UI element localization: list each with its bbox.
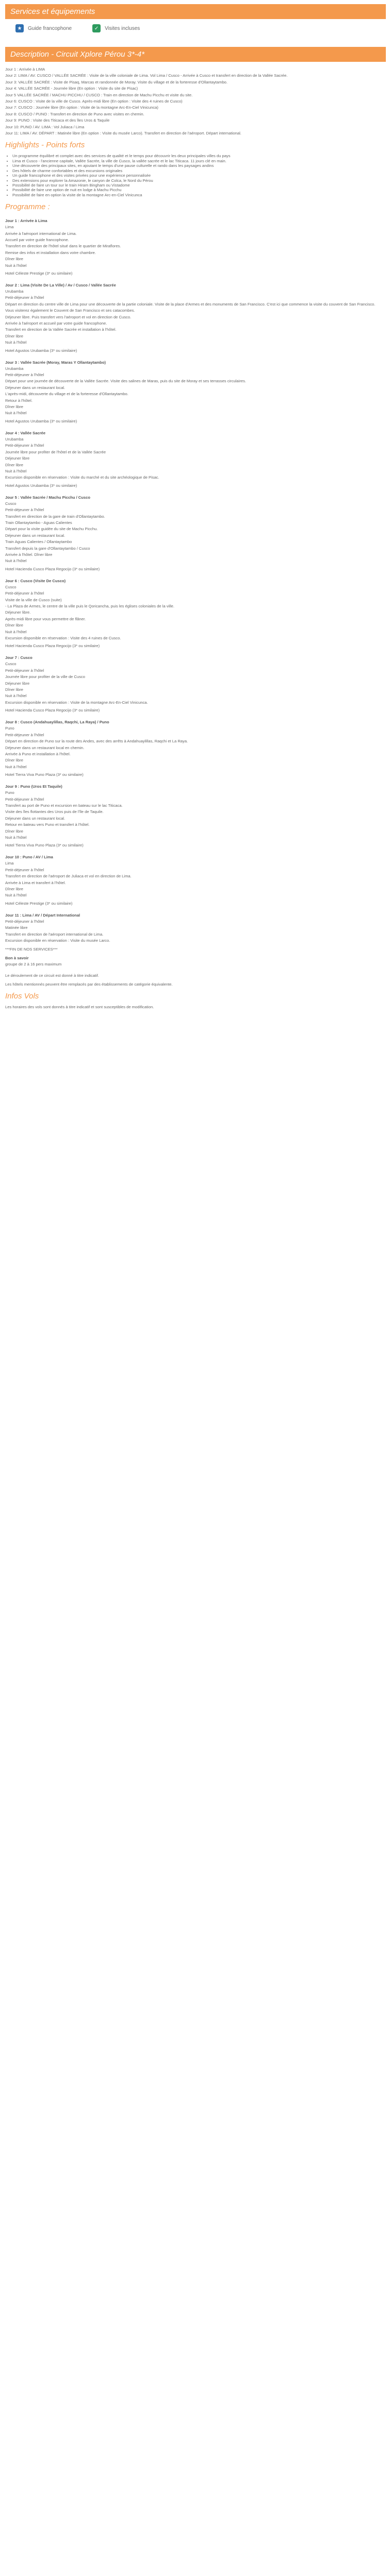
itinerary-summary (5, 67, 386, 135)
program-title: Programme : (5, 202, 50, 212)
highlight-item: • Possibilité de faire un tour sur le train Hiram Bingham ou Vistadome (12, 183, 386, 188)
day-text-line: Excursion disponible en réservation : Visite du marché et du site archéologique de Pisac. (5, 475, 159, 480)
day-text-line: Petit-déjeuner à l'hôtel (5, 919, 44, 924)
day-text-line: Retour en bateau vers Puno et transfert à l'hôtel. (5, 822, 90, 827)
day-text-line: Petit-déjeuner à l'hôtel (5, 732, 44, 737)
day-text-line: Excursion disponible en réservation : Visite des 4 ruines de Cusco. (5, 636, 121, 641)
day-text (5, 662, 386, 705)
day-text (5, 289, 386, 345)
day-block (5, 913, 386, 943)
day-text-line: Transfert en direction de l'aéroport de Juliaca et vol en direction de Lima. (5, 874, 132, 879)
day-text-line: Nuit à l'hôtel (5, 629, 27, 634)
day-hotel: Hotel Agustos Urubamba (3* ou similaire) (5, 418, 77, 423)
services-title: Services et équipements (5, 4, 386, 19)
day-title: Jour 1 : Arrivée à Lima (5, 218, 47, 224)
day-text (5, 585, 386, 641)
visits-icon: ✓ (92, 24, 101, 32)
day-text-line: Dîner libre (5, 758, 24, 763)
day-hotel: Hotel Agustos Urubamba (3* ou similaire) (5, 348, 77, 353)
day-text-line: Excursion disponible en réservation : Visite du musée Larco. (5, 938, 110, 943)
day-hotel: Hotel Agustos Urubamba (3* ou similaire) (5, 483, 77, 488)
day-block (5, 655, 386, 713)
service-label: Guide francophone (28, 25, 72, 31)
day-title: Jour 2 : Lima (Visite De La Ville) / Av / Cusco / Vallée Sacrée (5, 282, 116, 287)
note-line: Les hôtels mentionnés peuvent être remplacés par des établissements de catégorie équivalente. (5, 981, 173, 987)
day-text-line: Déjeuner dans un restaurant local. (5, 533, 66, 538)
day-text-line: Puno (5, 790, 14, 795)
day-text-line: Nuit à l'hôtel (5, 340, 27, 345)
day-text-line: Arrivée à l'aéroport international de Lima. (5, 231, 77, 236)
day-title: Jour 3 : Vallée Sacrée (Moray, Maras Y Ollantaytambo) (5, 360, 106, 365)
day-title: Jour 6 : Cusco (Visite De Cusco) (5, 578, 66, 583)
good-to-know-title: Bon à savoir (5, 956, 29, 961)
summary-line: Jour 8: CUSCO / PUNO : Transfert en direction de Puno avec visites en chemin. (5, 111, 144, 116)
day-text-line: Accueil par votre guide francophone. (5, 237, 69, 242)
day-hotel: Hotel Céleste Prestige (3* ou similaire) (5, 270, 73, 276)
day-text-line: Déjeuner dans un restaurant local. (5, 385, 66, 390)
day-text-line: Visite des îles flottantes des Uros puis de l'île de Taquile. (5, 809, 104, 815)
day-block (5, 218, 386, 276)
summary-line: Jour 6: CUSCO : Visite de la ville de Cusco. Après-midi libre (En option : Visite des 4 ruines de Cusco) (5, 99, 183, 104)
flight-info-text: Les horaires des vols sont donnés à titre indicatif et sont susceptibles de modification. (5, 1005, 154, 1010)
summary-line: Jour 10: PUNO / AV. LIMA : Vol Juliaca / Lima (5, 124, 85, 129)
note-line: Le déroulement de ce circuit est donné à titre indicatif. (5, 973, 99, 978)
page-root (0, 0, 391, 1014)
highlights-list (5, 154, 386, 197)
day-text-line: Déjeuner dans un restaurant local en chemin. (5, 745, 85, 750)
day-text-line: Nuit à l'hôtel (5, 764, 27, 769)
day-text-line: Déjeuner libre. Puis transfert vers l'aéroport et vol en direction de Cusco. (5, 314, 132, 319)
day-text-line: Nuit à l'hôtel (5, 411, 27, 416)
day-text-line: Transfert depuis la gare d'Ollantaytambo / Cusco (5, 546, 90, 551)
day-text-line: Dîner libre (5, 828, 24, 834)
day-hotel: Hotel Tierra Viva Puno Plaza (3* ou similaire) (5, 843, 84, 848)
summary-line: Jour 3: VALLÉE SACRÉE : Visite de Pisaq, Marcas et randonnée de Moray. Visite du village et de la forteresse d'Ollantaytambo. (5, 79, 228, 84)
day-text-line: Nuit à l'hôtel (5, 263, 27, 268)
flight-info-title: Infos Vols (5, 992, 39, 1001)
day-text-line: Après-midi libre pour vous permettre de flâner. (5, 616, 86, 621)
day-text-line: Transfert en direction de l'hôtel situé dans le quartier de Miraflores. (5, 244, 121, 249)
day-title: Jour 5 : Vallée Sacrée / Machu Picchu / Cusco (5, 495, 91, 500)
day-text-line: Visite de la ville de Cusco (suite) (5, 597, 62, 602)
service-item (92, 24, 140, 32)
day-text-line: Dîner libre (5, 687, 24, 692)
day-text-line: Lima (5, 861, 14, 866)
day-title: Jour 10 : Puno / AV / Lima (5, 855, 53, 860)
day-block (5, 431, 386, 488)
day-text-line: Nuit à l'hôtel (5, 558, 27, 564)
day-text-line: Transfert en direction de la gare de train d'Ollantaytambo. (5, 514, 105, 519)
day-text (5, 225, 386, 268)
summary-line: Jour 11: LIMA / AV. DÉPART : Matinée libre (En option : Visite du musée Larco). Transfert en direction de l'aéroport. Départ international. (5, 131, 241, 136)
day-text-line: Excursion disponible en réservation : Visite de la montagne Arc-En-Ciel Vinicunca. (5, 700, 148, 705)
day-text-line: Déjeuner libre (5, 456, 30, 461)
day-text-line: Journée libre pour profiter de l'hôtel et de la Vallée Sacrée (5, 449, 106, 454)
day-title: Jour 11 : Lima / AV / Départ International (5, 912, 80, 918)
summary-line: Jour 1 : Arrivée à LIMA (5, 67, 45, 72)
description-title: Description - Circuit Xplore Pérou 3*-4* (5, 47, 386, 62)
day-title: Jour 7 : Cusco (5, 655, 32, 660)
day-block (5, 784, 386, 848)
day-block (5, 579, 386, 649)
day-text-line: Dîner libre (5, 404, 24, 410)
day-title: Jour 9 : Puno (Uros Et Taquile) (5, 784, 62, 789)
day-text (5, 726, 386, 769)
highlight-item: • Possibilité de faire en option la visite de la montagne Arc-en-Ciel Vinicunca (12, 193, 386, 197)
day-text (5, 919, 386, 943)
day-text-line: - La Plaza de Armes, le centre de la ville puis le Qoricancha, puis les églises coloniales de la ville. (5, 604, 174, 608)
day-text-line: Dîner libre (5, 257, 24, 262)
summary-line: Jour 2: LIMA / AV. CUSCO / VALLÉE SACRÉE : Visite de la ville coloniale de Lima. Vol Lima / Cusco - Arrivée à Cusco et transfert en direction de la Vallée Sacrée. (5, 73, 288, 78)
day-block (5, 720, 386, 777)
summary-line: Jour 5 VALLÉE SACRÉE / MACHU PICCHU / CUSCO : Train en direction de Machu Picchu et visite du site. (5, 92, 193, 97)
day-hotel: Hotel Hacienda Cusco Plaza Regocijo (3* ou similaire) (5, 643, 100, 649)
day-hotel: Hotel Hacienda Cusco Plaza Regocijo (3* ou similaire) (5, 566, 100, 571)
day-text-line: Départ pour une journée de découverte de la Vallée Sacrée. Visite des salines de Maras, puis du site de Moray et ses terrasses circulaires. (5, 379, 246, 384)
day-text-line: Petit-déjeuner à l'hôtel (5, 796, 44, 802)
service-label: Visites incluses (105, 25, 140, 31)
day-text-line: Déjeuner libre (5, 681, 30, 686)
day-text-line: Petit-déjeuner à l'hôtel (5, 507, 44, 513)
highlight-item: • Un programme équilibré et complet avec des services de qualité et le temps pour découvrir les deux principales villes du pays (12, 154, 386, 158)
day-text (5, 861, 386, 897)
day-text-line: Dîner libre (5, 333, 24, 338)
highlight-item: • Des extensions pour explorer la Amazonie, le canyon de Colca, le Nord du Pérou (12, 178, 386, 183)
highlight-item: • Possibilité de faire une option de nuit en lodge à Machu Picchu (12, 188, 386, 192)
day-text-line: Petit-déjeuner à l'hôtel (5, 668, 44, 673)
day-text-line: Puno (5, 726, 14, 731)
day-hotel: Hotel Hacienda Cusco Plaza Regocijo (3* ou similaire) (5, 708, 100, 713)
highlight-item: • Lima et Cusco - l'ancienne capitale, Vallée Sacrée, la ville de Cusco, la vallée sacrée et le lac Titicaca. 11 jours clé en main. (12, 159, 386, 163)
summary-line: Jour 9: PUNO : Visite des Titicaca et des îles Uros & Taquile (5, 118, 110, 123)
day-text-line: Nuit à l'hôtel (5, 468, 27, 473)
day-text-line: Petit-déjeuner à l'hôtel (5, 372, 44, 378)
day-text-line: Petit-déjeuner à l'hôtel (5, 443, 44, 448)
footer-notes (5, 973, 386, 987)
end-separator: ***FIN DE NOS SERVICES*** (5, 947, 58, 952)
group-size: groupe de 2 à 16 pers maximum (5, 962, 62, 967)
day-text-line: Dîner libre (5, 462, 24, 467)
day-title: Jour 8 : Cusco (Andahuaylillas, Raqchi, La Raya) / Puno (5, 720, 109, 725)
day-text-line: Dîner libre (5, 623, 24, 628)
day-text-line: Nuit à l'hôtel (5, 893, 27, 898)
day-text-line: Arrivée à l'hôtel. Dîner libre (5, 552, 53, 557)
day-block (5, 283, 386, 353)
services-list (15, 24, 386, 32)
day-text-line: Déjeuner dans un restaurant local. (5, 816, 66, 821)
day-block (5, 360, 386, 423)
day-text-line: Petit-déjeuner à l'hôtel (5, 867, 44, 872)
highlight-item: • Une découverte des principaux sites, en ajoutant le temps d'une pause culturelle et rando dans les paysages andins (12, 163, 386, 168)
day-text-line: Train Ollantaytambo - Aguas Calientes (5, 520, 72, 525)
day-text-line: Matinée libre (5, 925, 28, 930)
day-text-line: Nuit à l'hôtel (5, 693, 27, 699)
day-hotel: Hotel Céleste Prestige (3* ou similaire) (5, 901, 73, 906)
day-title: Jour 4 : Vallée Sacrée (5, 430, 46, 435)
day-text-line: Transfert au port de Puno et excursion en bateau sur le lac Titicaca. (5, 803, 123, 808)
day-text-line: Cusco (5, 501, 17, 506)
day-text-line: Arrivée à l'aéroport et accueil par votre guide francophone. (5, 321, 107, 326)
day-text-line: Cusco (5, 662, 17, 667)
summary-line: Jour 4: VALLÉE SACRÉE - Journée libre (En option : Visite du site de Pisac) (5, 86, 138, 91)
guide-icon: ★ (15, 24, 24, 32)
day-text-line: Départ en direction du centre ville de Lima pour une découverte de la partie coloniale. Visite de la place d'Armes et des monuments de San Francisco. C'est ici que commence la visite du couvent de San Francisco. (5, 301, 376, 307)
day-text-line: Cusco (5, 584, 17, 589)
day-text-line: Vous visiterez également le Couvent de San Francisco et ses catacombes. (5, 308, 135, 313)
day-text-line: Urubamba (5, 436, 24, 442)
day-text-line: Arrivée à Lima et transfert à l'hôtel. (5, 880, 66, 885)
day-text-line: L'après-midi, découverte du village et de la forteresse d'Ollantaytambo. (5, 392, 128, 397)
day-block (5, 855, 386, 905)
day-text-line: Départ pour la visite guidée du site de Machu Picchu. (5, 527, 98, 532)
highlight-item: • Un guide francophone et des visites privées pour une expérience personnalisée (12, 173, 386, 178)
day-text-line: Remise des infos et installation dans votre chambre. (5, 250, 96, 255)
day-text-line: Retour à l'hôtel. (5, 398, 32, 403)
service-item (15, 24, 72, 32)
day-text-line: Arrivée à Puno et installation à l'hôtel. (5, 751, 71, 756)
day-text-line: Urubamba (5, 289, 24, 294)
day-text-line: Petit-déjeuner à l'hôtel (5, 591, 44, 596)
day-text (5, 366, 386, 416)
day-text-line: Train Aguas Calientes / Ollantaytambo (5, 539, 72, 545)
highlight-item: • Des hôtels de charme confortables et des excursions originales (12, 168, 386, 173)
highlights-title: Highlights - Points forts (5, 141, 85, 150)
day-text-line: Déjeuner libre. (5, 610, 31, 615)
day-text (5, 437, 386, 480)
day-text-line: Départ en direction de Puno sur la route des Andes, avec des arrêts à Andahuaylillas, Raqchi et La Raya. (5, 739, 188, 744)
day-text-line: Transfert en direction de la Vallée Sacrée et installation à l'hôtel. (5, 327, 117, 332)
summary-line: Jour 7: CUSCO : Journée libre (En option : Visite de la montagne Arc-En-Ciel Vinicunca) (5, 105, 158, 110)
day-text-line: Dîner libre (5, 887, 24, 891)
day-text (5, 501, 386, 564)
day-text-line: Journée libre pour profiter de la ville de Cusco (5, 674, 85, 680)
day-text-line: Nuit à l'hôtel (5, 835, 27, 840)
program-days (5, 218, 386, 943)
day-block (5, 495, 386, 571)
day-hotel: Hotel Tierra Viva Puno Plaza (3* ou similaire) (5, 772, 84, 777)
day-text-line: Petit-déjeuner à l'hôtel (5, 295, 44, 300)
day-text-line: Transfert en direction de l'aéroport international de Lima. (5, 931, 104, 937)
day-text (5, 790, 386, 840)
day-text-line: Lima (5, 225, 14, 230)
day-text-line: Urubamba (5, 366, 24, 371)
